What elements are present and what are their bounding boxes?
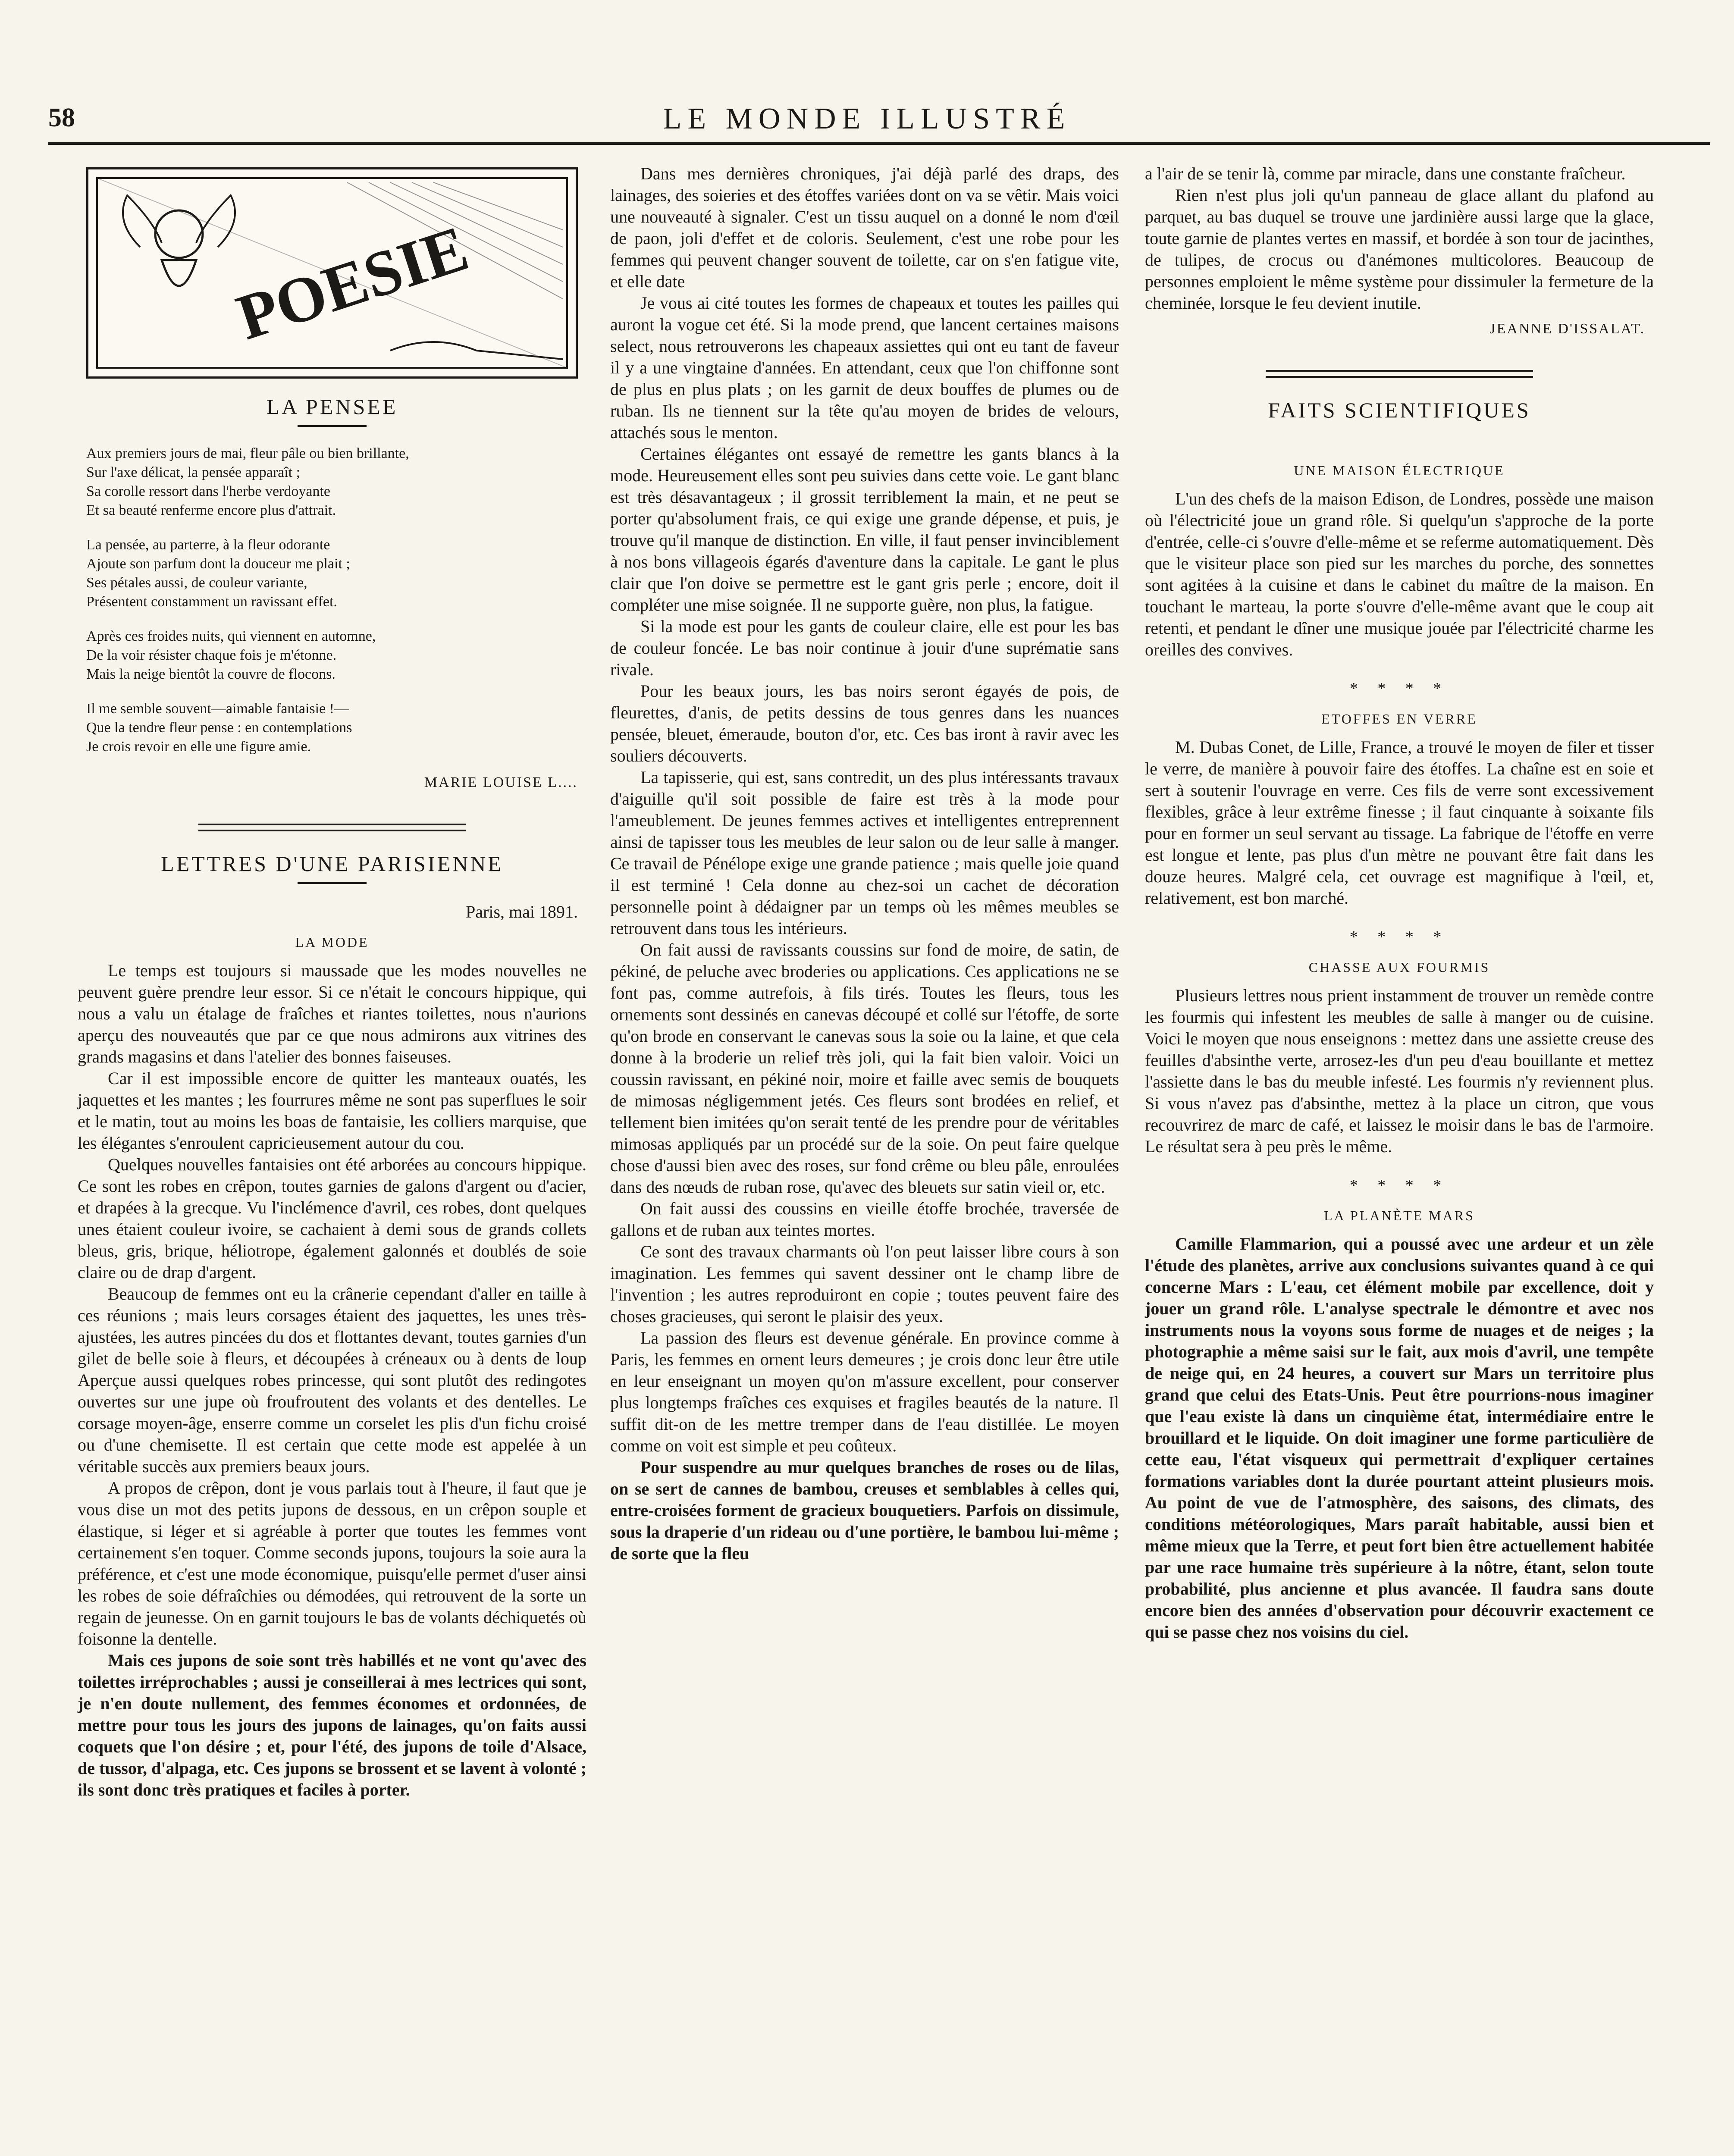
poem-line: Ses pétales aussi, de couleur variante,: [86, 575, 307, 591]
subsection-heading: LA PLANÈTE MARS: [1324, 1208, 1475, 1223]
letters-dateline: Paris, mai 1891.: [466, 902, 578, 921]
article-signature: JEANNE D'ISSALAT.: [1489, 321, 1645, 337]
poem-line: La pensée, au parterre, à la fleur odorante: [86, 537, 330, 553]
paragraph: Plusieurs lettres nous prient instamment de trouver un remède contre les fourmis qui infestent les meubles de salle à manger ou de cuisine. Voici le moyen que nous enseignons : mettez dans une assiette creuse des feuilles d'absinthe verte, arrosez-les d'un peu d'eau bouillante et mettez l'assiette dans le bas du meuble infesté. Les fourmis n'y reviennent plus. Si vous n'avez pas d'absinthe, mettez à la place un citron, que vous recouvrirez de marc de café, et laissez le moisir dans le bas de l'armoire. Le résultat sera à peu près le même.: [1145, 986, 1654, 1156]
subsection-heading: CHASSE AUX FOURMIS: [1308, 959, 1490, 975]
paragraph: Ce sont des travaux charmants où l'on peut laisser libre cours à son imagination. Les femmes qui savent dessiner ont le champ libre de l'invention ; les autres reproduiront en copie ; toutes peuvent faire des choses gracieuses, qui seront le plaisir des yeux.: [610, 1242, 1119, 1326]
paragraph: Je vous ai cité toutes les formes de chapeaux et toutes les pailles qui auront la vogue cet été. Si la mode prend, que lancent certaines maisons select, nous retrouverons les chapeaux assiettes qui ont eu tant de faveur il y a une vingtaine d'années. En attendant, ceux que l'on chiffonne sont de plus en plus plats ; on les garnit de deux bouffes de plumes ou de ruban. Ils ne tiennent sur la tête qu'au moyen de brides de velours, attachés sous le menton.: [610, 293, 1119, 442]
paragraph: Car il est impossible encore de quitter les manteaux ouatés, les jaquettes et les mantes ; les fourrures même ne sont pas superflues le soir et le matin, tout au moins les boas de fantaisie, les colliers marquise, que les élégantes s'enroulent capricieusement autour du cou.: [78, 1069, 586, 1153]
poem-line: De la voir résister chaque fois je m'étonne.: [86, 647, 337, 663]
paragraph: Rien n'est plus joli qu'un panneau de glace allant du plafond au parquet, au bas duquel se trouve une jardinière aussi large que la glace, toute garnie de plantes vertes en massif, et bordée à son tour de jacinthes, de tulipes, de crocus ou d'anémones multicolores. Beaucoup de personnes emploient le même système pour dissimuler la fermeture de la cheminée, lorsque le feu devient inutile.: [1145, 185, 1654, 313]
paragraph: a l'air de se tenir là, comme par miracle, dans une constante fraîcheur.: [1145, 164, 1626, 183]
paragraph: Mais ces jupons de soie sont très habillés et ne vont qu'avec des toilettes irréprochables ; aussi je conseillerai à mes lectrices qui sont, je n'en doute nullement, des femmes économes et ordonnées, de mettre pour tous les jours des jupons de lainages, qu'on faits aussi coquets que l'on désire ; et, pour l'été, des jupons de toile d'Alsace, de tussor, d'alpaga, etc. Ces jupons se brossent et se lavent à volonté ; ils sont donc très pratiques et faciles à porter.: [78, 1651, 586, 1799]
poem-stanza-4: [86, 699, 578, 756]
section-divider: [198, 824, 466, 831]
poem-stanza-2: [86, 536, 578, 611]
poem-line: Et sa beauté renferme encore plus d'attrait.: [86, 502, 336, 518]
poem-line: Après ces froides nuits, qui viennent en automne,: [86, 628, 376, 644]
section-title: FAITS SCIENTIFIQUES: [1268, 398, 1531, 422]
divider: [298, 882, 367, 884]
poesie-banner-illustration: [88, 169, 576, 376]
paragraph: On fait aussi des coussins en vieille étoffe brochée, traversée de gallons et de ruban aux teintes mortes.: [610, 1199, 1119, 1240]
poesie-banner-word: POESIE: [229, 212, 477, 354]
stars-separator: * * * *: [1349, 680, 1449, 698]
poem-title: LA PENSEE: [266, 395, 398, 419]
paragraph: La tapisserie, qui est, sans contredit, un des plus intéressants travaux d'aiguille qu'il soit possible de faire est très à la mode pour l'ameublement. De jeunes femmes actives et intelligentes entreprennent ainsi de tapisser tous les meubles de leur salon ou de leur salle à manger. Ce travail de Pénélope exige une grande patience ; mais quelle joie quand il est terminé ! Cela donne au chez-soi un cachet de décoration personnelle point à dédaigner par un temps où les mêmes meubles se retrouvent dans tous les intérieurs.: [610, 768, 1119, 938]
letters-subtitle: LA MODE: [295, 934, 369, 950]
paragraph: Si la mode est pour les gants de couleur claire, elle est pour les bas de couleur foncée. Le bas noir continue à jouir d'une suprématie sans rivale.: [610, 617, 1119, 679]
header-rule: [48, 142, 1710, 145]
masthead: LE MONDE ILLUSTRÉ: [663, 102, 1071, 135]
poem-line: Sur l'axe délicat, la pensée apparaît ;: [86, 464, 301, 480]
section-divider: [1266, 370, 1533, 378]
poem-stanza-1: [86, 444, 578, 520]
subsection-heading: UNE MAISON ÉLECTRIQUE: [1294, 463, 1505, 478]
paragraph: A propos de crêpon, dont je vous parlais tout à l'heure, il faut que je vous dise un mot des petits jupons de dessous, en un crêpon souple et élastique, si léger et si agréable à porter que toutes les femmes vont certainement s'en toquer. Comme seconds jupons, toujours la soie aura la préférence, et c'est une mode économique, puisqu'elle permet d'user ainsi les robes de soie défraîchies ou démodées, qui retrouvent de la sorte un regain de jeunesse. On en garnit toujours le bas de volants déchiquetés où foisonne la dentelle.: [78, 1478, 586, 1648]
poem-line: Que la tendre fleur pense : en contemplations: [86, 720, 352, 736]
paragraph: L'un des chefs de la maison Edison, de Londres, possède une maison où l'électricité joue un grand rôle. Si quelqu'un s'approche de la porte d'entrée, celle-ci s'ouvre d'elle-même et se referme automatiquement. Dès que le visiteur place son pied sur les marches du porche, des sonnettes sont agitées à la cuisine et dans le cabinet du maître de la maison. En touchant le marteau, la porte s'ouvre d'elle-même avant que le coup ait retenti, et pendant le dîner une musique jouée par l'électricité charme les oreilles des convives.: [1145, 489, 1654, 659]
stars-separator: * * * *: [1349, 1176, 1449, 1194]
poem-signature: MARIE LOUISE L....: [424, 774, 578, 790]
poem-line: Sa corolle ressort dans l'herbe verdoyante: [86, 483, 330, 499]
paragraph: Camille Flammarion, qui a poussé avec une ardeur et un zèle l'étude des planètes, arrive aux conclusions suivantes quand à ce qui concerne Mars : L'eau, cet élément mobile par excellence, doit y jouer un grand rôle. L'analyse spectrale le démontre et avec nos instruments nous la voyons sous forme de nuages et de neiges ; la photographie a même saisi sur le fait, aux mois d'avril, une tempête de neige qui, en 24 heures, a couvert sur Mars un territoire plus grand que celui des Etats-Unis. Peut être pourrions-nous imaginer que l'eau existe là dans un cinquième état, intermédiaire entre le brouillard et le liquide. On doit imaginer une forme particulière de cette eau, l'état visqueux qui permettrait d'expliquer certaines formations variables dont la durée pourtant atteint plusieurs mois. Au point de vue de l'atmosphère, des saisons, des climats, des conditions météorologiques, Mars paraît habitable, aussi bien et même mieux que la Terre, et peut fort bien être actuellement habitée par une race humaine très supérieure à la nôtre, étant, selon toute probabilité, plus ancienne et plus avancée. Il faudra sans doute encore bien des années d'observation pour découvrir exactement ce qui se passe chez nos voisins du ciel.: [1145, 1234, 1654, 1642]
page-number: 58: [48, 103, 75, 132]
column-right: [1145, 163, 1654, 1643]
poem-line: Mais la neige bientôt la couvre de flocons.: [86, 666, 336, 682]
paragraph: Certaines élégantes ont essayé de remettre les gants blancs à la mode. Heureusement elles sont peu suivies dans cette voie. Le gant blanc est très désavantageux ; il grossit terriblement la main, et ne peut se porter qu'absolument frais, ce qui exige une grande dépense, et puis, je trouve qu'il manque de distinction. En ville, il faut penser invinciblement à nos bons villageois égarés d'aventure dans la capitale. Le gant le plus clair que l'on doive se permettre est le gant gris perle ; encore, doit il compléter une mise soignée. Il ne supporte guère, non plus, la fatigue.: [610, 444, 1119, 614]
paragraph: On fait aussi de ravissants coussins sur fond de moire, de satin, de pékiné, de peluche avec broderies ou applications. Ces applications ne se font pas, comme autrefois, à fils tirés. Toutes les fleurs, tous les ornements sont dessinés en canevas découpé et collé sur l'étoffe, de sorte qu'on brode en conservant le canevas sous la soie ou la laine, et que cela donne à la broderie un relief très joli, qui la fait bien valoir. Voici un coussin ravissant, en pékiné noir, moire et faille avec semis de bouquets de mimosas négligemment jetés. Ces fleurs sont brodées en relief, et tellement bien imitées qu'on serait tenté de les prendre pour de véritables mimosas appliqués par un procédé sur de la soie. On peut faire quelque chose d'aussi bien avec des roses, sur fond crême ou bleu pâle, enroulées dans des nœuds de ruban rose, qu'avec des bleuets sur satin vieil or, etc.: [610, 940, 1119, 1197]
poem-line: Il me semble souvent—aimable fantaisie !—: [86, 701, 349, 717]
column-middle: [610, 163, 1119, 1564]
poem-line: Je crois revoir en elle une figure amie.: [86, 739, 311, 755]
paragraph: Le temps est toujours si maussade que les modes nouvelles ne peuvent guère prendre leur essor. Si ce n'était le concours hippique, qui nous a valu un étalage de fraîches et riantes toilettes, nous n'aurions aperçu des nouveautés que par ce que nous admirons aux vitrines des grands magasins et dans l'atelier des bonnes faiseuses.: [78, 961, 586, 1066]
poem-line: Aux premiers jours de mai, fleur pâle ou bien brillante,: [86, 445, 409, 461]
poem-line: Ajoute son parfum dont la douceur me plait ;: [86, 556, 350, 572]
poem-line: Présentent constamment un ravissant effet.: [86, 594, 337, 610]
paragraph: Dans mes dernières chroniques, j'ai déjà parlé des draps, des lainages, des soieries et des étoffes variées dont on va se vêtir. Mais voici une nouveauté à signaler. C'est un tissu auquel on a donné le nom d'œil de paon, joli d'effet et de coloris. Seulement, c'est une robe pour les femmes qui peuvent changer souvent de toilette, car on s'en fatigue vite, et elle date: [610, 164, 1119, 291]
paragraph: M. Dubas Conet, de Lille, France, a trouvé le moyen de filer et tisser le verre, de manière à pouvoir faire des étoffes. La chaîne est en soie et sert à soutenir l'ouvrage en verre. Ces fils de verre sont excessivement flexibles, grâce à leur extrême finesse ; il faut cinquante à soixante fils pour en former un seul servant au tissage. La fabrique de l'étoffe en verre est longue et lente, pas plus d'un mètre ne pouvant être fait dans les douze heures. Malgré cela, cet ouvrage est magnifique à l'œil, et, relativement, est bon marché.: [1145, 737, 1654, 908]
paragraph: Pour les beaux jours, les bas noirs seront égayés de pois, de fleurettes, d'anis, de petits dessins de tous genres dans les nuances pensée, bleuet, émeraude, bouton d'or, etc. Ces bas iront à ravir avec les souliers découverts.: [610, 681, 1119, 765]
subsection-heading: ETOFFES EN VERRE: [1321, 711, 1477, 727]
letters-title: LETTRES D'UNE PARISIENNE: [161, 852, 503, 876]
poem-stanza-3: [86, 627, 578, 684]
paragraph: Beaucoup de femmes ont eu la crânerie cependant d'aller en taille à ces réunions ; mais leurs corsages étaient des jaquettes, les unes très-ajustées, les autres pincées du dos et flottantes devant, toutes garnies d'un gilet de belle soie à fleurs, et découpées à créneaux ou à dents de loup Aperçue aussi quelques robes princesse, qui sont plutôt des redingotes ouvertes sur une jupe où froufroutent des volants et des dentelles. Le corsage moyen-âge, enserre comme un corselet les plis d'un fichu croisé ou d'une chemisette. Il est certain que cette mode est appelée à un véritable succès aux premiers beaux jours.: [78, 1284, 586, 1476]
paragraph: Quelques nouvelles fantaisies ont été arborées au concours hippique. Ce sont les robes en crêpon, toutes garnies de galons d'argent ou d'acier, et drapées à la grecque. Vu l'inclémence d'avril, ces robes, dont quelques unes étaient couleur ivoire, se cachaient à demi sous de grands collets bleus, gris, brique, héliotrope, également galonnés et doublés de soie claire ou de drap d'argent.: [78, 1155, 586, 1282]
column-left: [78, 163, 586, 1801]
paragraph: La passion des fleurs est devenue générale. En province comme à Paris, les femmes en ornent leurs demeures ; je crois donc leur être utile en leur enseignant un moyen qu'on m'assure excellent, pour conserver plus longtemps fraîches ces exquises et fragiles beautés de la nature. Il suffit dit-on de les mettre tremper dans de l'eau distillée. Le moyen comme on voit est simple et peu coûteux.: [610, 1328, 1119, 1455]
divider: [298, 425, 367, 427]
poesie-banner: [86, 167, 578, 379]
paragraph: Pour suspendre au mur quelques branches de roses ou de lilas, on se sert de cannes de bambou, creuses et semblables à celles qui, entre-croisées forment de gracieux bouquetiers. Parfois on dissimule, sous la draperie d'un rideau ou d'une portière, le bambou lui-même ; de sorte que la fleu: [610, 1457, 1119, 1563]
stars-separator: * * * *: [1349, 928, 1449, 946]
